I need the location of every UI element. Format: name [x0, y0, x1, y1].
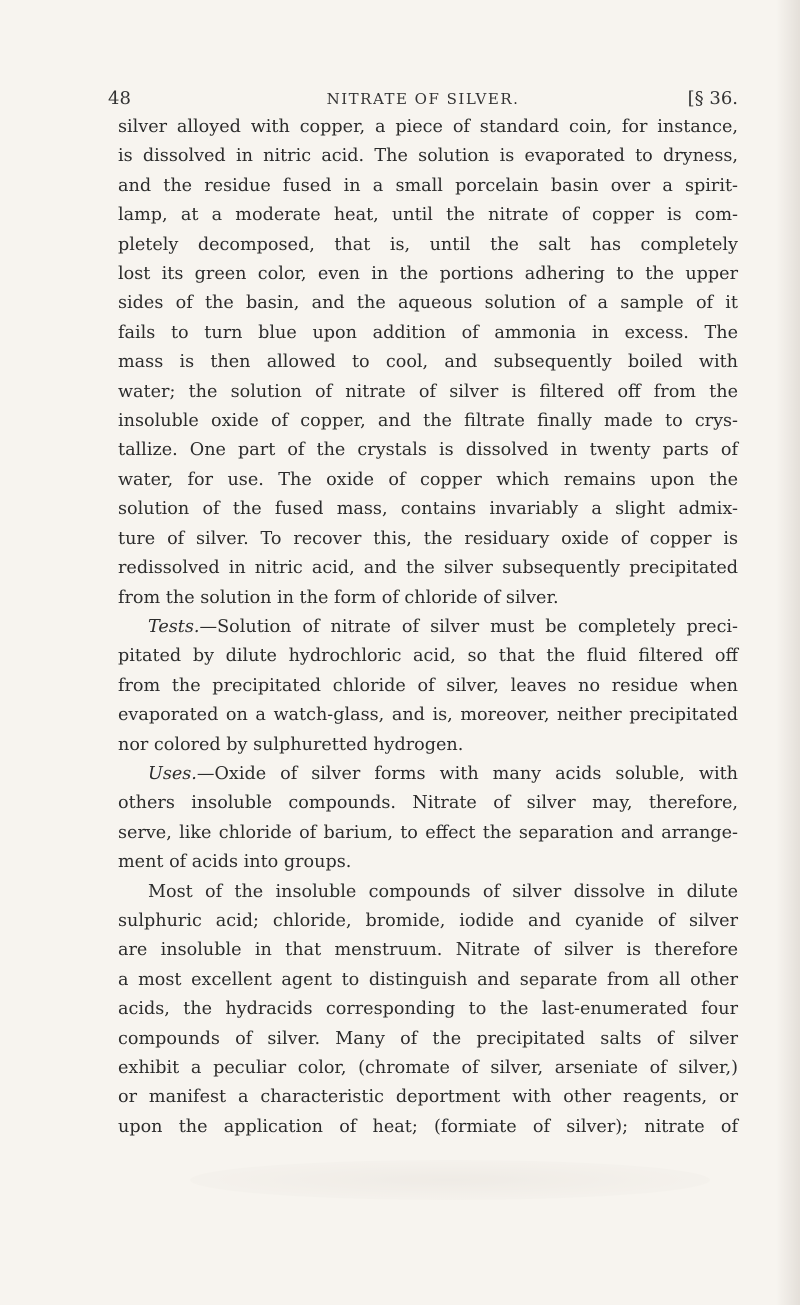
paragraph-uses	[118, 760, 738, 878]
text-line: mass is then allowed to cool, and subsequently boiled with	[118, 352, 738, 373]
text-line: nor colored by sulphuretted hydrogen.	[118, 734, 464, 755]
text-line: sulphuric acid; chloride, bromide, iodide and cyanide of silver	[118, 910, 738, 931]
text-line: or manifest a characteristic deportment with other reagents, or	[118, 1087, 738, 1108]
page-edge-shadow	[776, 0, 800, 1305]
text-line	[118, 613, 738, 642]
text-line: lamp, at a moderate heat, until the nitrate of copper is com-	[118, 205, 738, 226]
text-line: Most of the insoluble compounds of silver dissolve in dilute	[148, 881, 738, 902]
text-line: pletely decomposed, that is, until the salt has completely	[118, 234, 738, 255]
text-line: ture of silver. To recover this, the residuary oxide of copper is	[118, 528, 738, 549]
body-text	[118, 113, 738, 1142]
text-line: solution of the fused mass, contains invariably a slight admix-	[118, 499, 738, 520]
text-line: lost its green color, even in the portions adhering to the upper	[118, 264, 738, 285]
text-line: silver alloyed with copper, a piece of standard coin, for instance,	[118, 117, 738, 137]
text-line: redissolved in nitric acid, and the silver subsequently precipitated	[118, 558, 738, 579]
text-line: a most excellent agent to distinguish and separate from all other	[118, 969, 738, 990]
tests-heading: Tests.	[148, 616, 200, 637]
text-line: sides of the basin, and the aqueous solution of a sample of it	[118, 293, 738, 314]
section-reference: [§ 36.	[687, 88, 738, 109]
text-line: water, for use. The oxide of copper which remains upon the	[118, 469, 738, 490]
text-run: —Solution of nitrate of silver must be completely preci-	[199, 616, 738, 637]
text-line: serve, like chloride of barium, to effect the separation and arrange-	[118, 822, 738, 843]
text-line: acids, the hydracids corresponding to the last-enumerated four	[118, 999, 738, 1020]
text-line: fails to turn blue upon addition of ammonia in excess. The	[118, 322, 738, 343]
text-line: is dissolved in nitric acid. The solution is evaporated to dryness,	[118, 146, 738, 167]
uses-heading: Uses.	[148, 763, 197, 784]
text-line: exhibit a peculiar color, (chromate of silver, arseniate of silver,)	[118, 1058, 738, 1078]
text-line: evaporated on a watch-glass, and is, moreover, neither precipitated	[118, 705, 738, 726]
text-line: pitated by dilute hydrochloric acid, so that the fluid filtered off	[118, 646, 738, 667]
text-line: insoluble oxide of copper, and the filtrate finally made to crys-	[118, 411, 738, 432]
text-line: water; the solution of nitrate of silver is filtered off from the	[118, 381, 738, 402]
text-line: are insoluble in that menstruum. Nitrate of silver is therefore	[118, 940, 738, 961]
paragraph	[118, 878, 738, 1143]
text-line: and the residue fused in a small porcelain basin over a spirit-	[118, 175, 738, 196]
text-line: from the precipitated chloride of silver, leaves no residue when	[118, 675, 738, 696]
text-line: tallize. One part of the crystals is dissolved in twenty parts of	[118, 440, 738, 461]
paragraph-tests	[118, 613, 738, 760]
text-line: others insoluble compounds. Nitrate of silver may, therefore,	[118, 793, 738, 814]
bleed-through-smudge	[190, 1160, 710, 1200]
text-line: compounds of silver. Many of the precipitated salts of silver	[118, 1028, 738, 1049]
text-line: upon the application of heat; (formiate of silver); nitrate of	[118, 1116, 738, 1137]
paragraph	[118, 113, 738, 613]
text-run: —Oxide of silver forms with many acids soluble, with	[196, 763, 738, 784]
text-line: ment of acids into groups.	[118, 852, 352, 873]
text-line	[118, 760, 738, 789]
running-title: NITRATE OF SILVER.	[326, 90, 520, 108]
page-number: 48	[108, 88, 131, 109]
page-header	[108, 88, 738, 116]
text-line: from the solution in the form of chloride of silver.	[118, 587, 559, 608]
